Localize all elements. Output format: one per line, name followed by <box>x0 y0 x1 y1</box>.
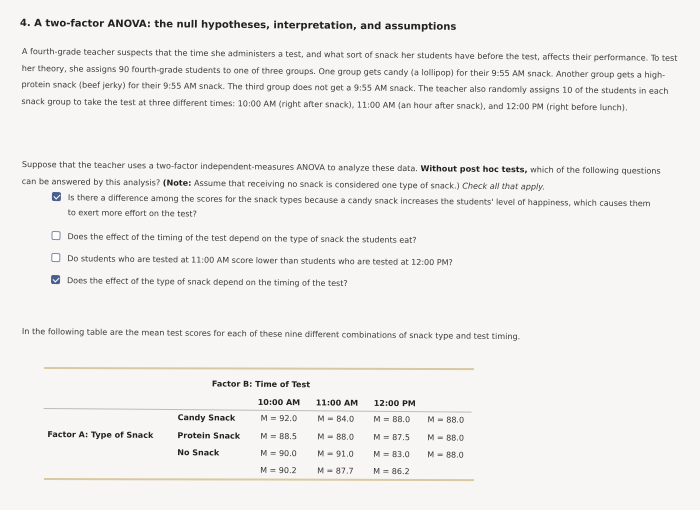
col-header-1200: 12:00 PM <box>373 398 416 409</box>
question-bold-note: (Note: <box>162 176 192 188</box>
cell-protein-1100: M = 88.0 <box>317 432 354 442</box>
col-header-1000: 10:00 AM <box>257 397 301 408</box>
marginal-candy: M = 88.0 <box>427 415 465 425</box>
col-marginal-1100: M = 87.7 <box>317 466 354 476</box>
marginal-protein: M = 88.0 <box>427 433 464 443</box>
question-text-e: Assume that receiving no snack is considered one type of snack.) <box>193 177 460 191</box>
factor-b-label: Factor B: Time of Test <box>211 379 311 390</box>
option-2-label: Does the effect of the timing of the test depend on the type of snack the students eat? <box>67 232 417 245</box>
cell-protein-1000: M = 88.5 <box>260 431 297 442</box>
row-label-protein: Protein Snack <box>177 431 241 441</box>
row-label-candy: Candy Snack <box>177 413 236 423</box>
intro-paragraph: A fourth-grade teacher suspects that the time she administers a test, and what sort of snack her students have before the test, affects their performance. To test her theory, she assigns 90 fourth-grade students to one of three groups. One group gets candy (a lollipop) for their 9:55 AM snack. Another group gets a high-protein snack (beef jerky) for their 9:55 AM snack. The third group does not get a 9:55 AM snack. The teacher also randomly assigns 10 of the students in each snack group to take the test at three different times: 10:00 AM (right after snack), 11:00 AM (an hour after snack), and 12:00 PM (right before lunch). <box>21 45 678 112</box>
question-text-c: which of the following questions can be answered by this analysis? <box>21 164 661 187</box>
option-1-label: Is there a difference among the scores for the snack types because a candy snack increases the students' level of happiness, which causes them to exert more effort on the test? <box>67 193 651 219</box>
cell-protein-1200: M = 87.5 <box>373 432 410 443</box>
col-header-1100: 11:00 AM <box>315 398 359 408</box>
question-title: 4. A two-factor ANOVA: the null hypotheses, interpretation, and assumptions <box>19 18 457 33</box>
question-bold-posthoc: Without post hoc tests, <box>420 163 528 175</box>
table-intro-paragraph: In the following table are the mean test scores for each of these nine different combinations of snack type and test timing. <box>21 325 521 342</box>
question-check-all: Check all that apply. <box>462 180 546 191</box>
cell-candy-1000: M = 92.0 <box>260 413 298 424</box>
question-text-a: Suppose that the teacher uses a two-factor independent-measures ANOVA to analyze these data. <box>21 158 418 174</box>
cell-candy-1100: M = 84.0 <box>317 414 355 424</box>
option-4-label: Does the effect of the type of snack depend on the timing of the test? <box>67 276 348 289</box>
factor-a-label: Factor A: Type of Snack <box>47 429 154 440</box>
col-marginal-1200: M = 86.2 <box>373 466 410 477</box>
marginal-nosnack: M = 88.0 <box>427 450 464 460</box>
cell-nosnack-1200: M = 83.0 <box>373 449 410 460</box>
row-label-nosnack: No Snack <box>177 448 220 458</box>
cell-nosnack-1000: M = 90.0 <box>260 448 297 459</box>
cell-candy-1200: M = 88.0 <box>373 414 411 425</box>
header-rule <box>44 408 472 413</box>
col-marginal-1000: M = 90.2 <box>260 465 297 476</box>
option-3-label: Do students who are tested at 11:00 AM score lower than students who are tested at 12:00 PM? <box>67 254 453 268</box>
cell-nosnack-1100: M = 91.0 <box>317 449 354 459</box>
